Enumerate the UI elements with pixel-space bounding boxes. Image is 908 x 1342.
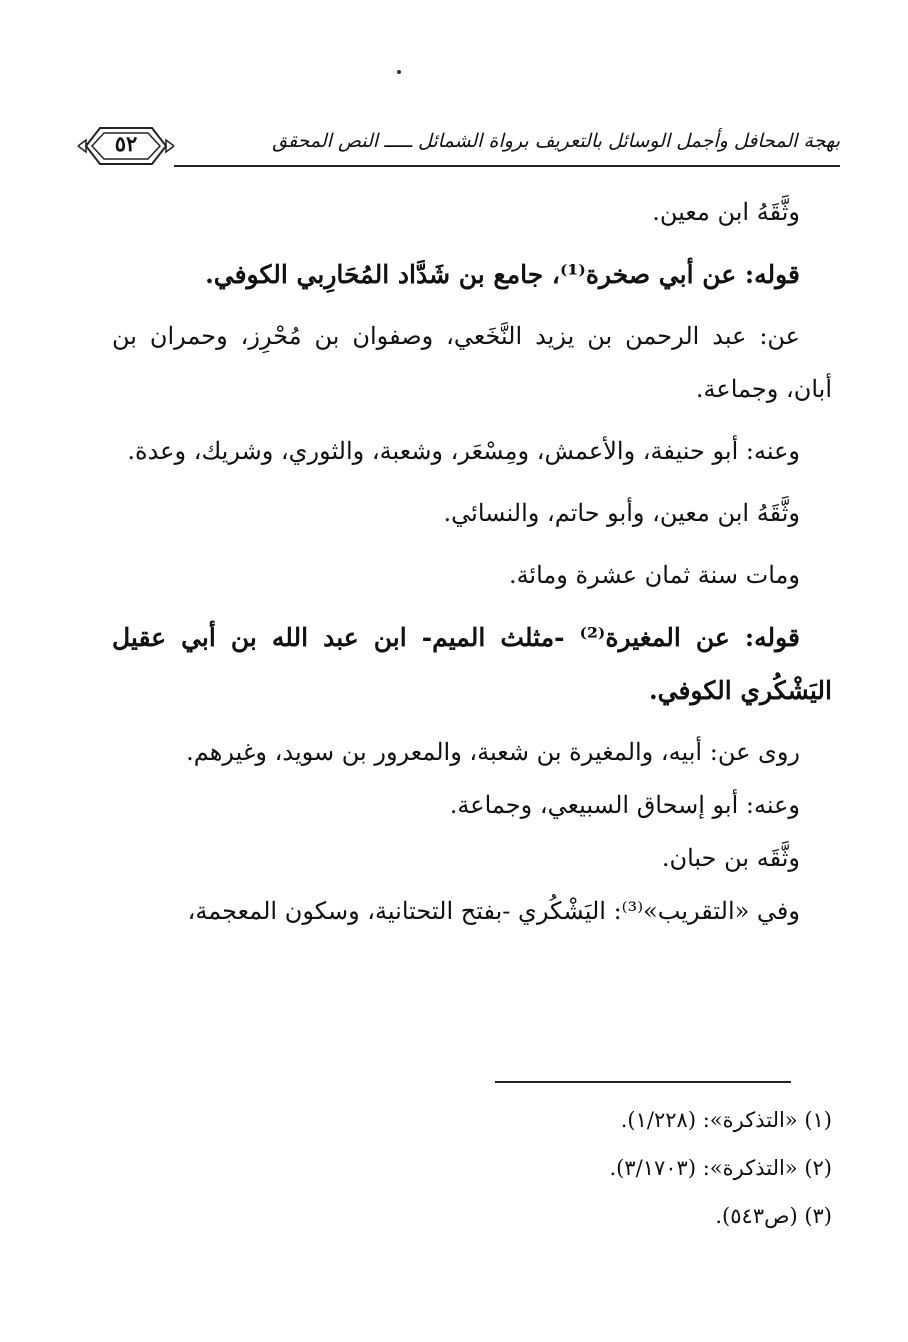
page-number-badge [76,120,176,172]
paragraph: وفي «التقريب»⁽³⁾: اليَشْكُري -بفتح التحتانية، وسكون المعجمة، [187,897,800,925]
header-rule [174,165,840,167]
paragraph: روى عن: أبيه، والمغيرة بن شعبة، والمعرور بن سويد، وغيرهم. [186,738,800,766]
paragraph: وثَّقَهُ ابن معين. [652,198,800,226]
footnote-separator [495,1081,791,1083]
footnote: (١) «التذكرة»: (١/٢٢٨). [620,1108,832,1132]
paragraph: وعنه: أبو إسحاق السبيعي، وجماعة. [449,791,800,819]
heading-paragraph: قوله: عن أبي صخرة⁽¹⁾، جامع بن شَدَّاد المُحَارِبي الكوفي. [205,260,800,289]
page-header [76,118,840,178]
paragraph: ومات سنة ثمان عشرة ومائة. [508,561,800,589]
heading-paragraph: قوله: عن المغيرة⁽²⁾ -مثلث الميم- ابن عبد الله بن أبي عقيل اليَشْكُري الكوفي. [112,623,832,705]
footnote: (٢) «التذكرة»: (٣/١٧٠٣). [609,1156,832,1180]
paragraph: وثَّقَه بن حبان. [661,844,800,872]
page-number: ٥٢ [114,131,138,156]
footnotes [112,1096,832,1240]
footnote: (٣) (ص٥٤٣). [715,1204,832,1228]
main-text [112,186,832,947]
stray-dot [397,70,401,74]
paragraph: وعنه: أبو حنيفة، والأعمش، ومِسْعَر، وشعبة، والثوري، وشريك، وعدة. [127,437,800,465]
running-title: بهجة المحافل وأجمل الوسائل بالتعريف برواة الشمائل ـــــ النص المحقق [272,130,840,152]
paragraph: وثَّقَهُ ابن معين، وأبو حاتم، والنسائي. [443,499,800,527]
paragraph: عن: عبد الرحمن بن يزيد النَّخَعي، وصفوان بن مُحْرِز، وحمران بن أبان، وجماعة. [112,322,832,403]
